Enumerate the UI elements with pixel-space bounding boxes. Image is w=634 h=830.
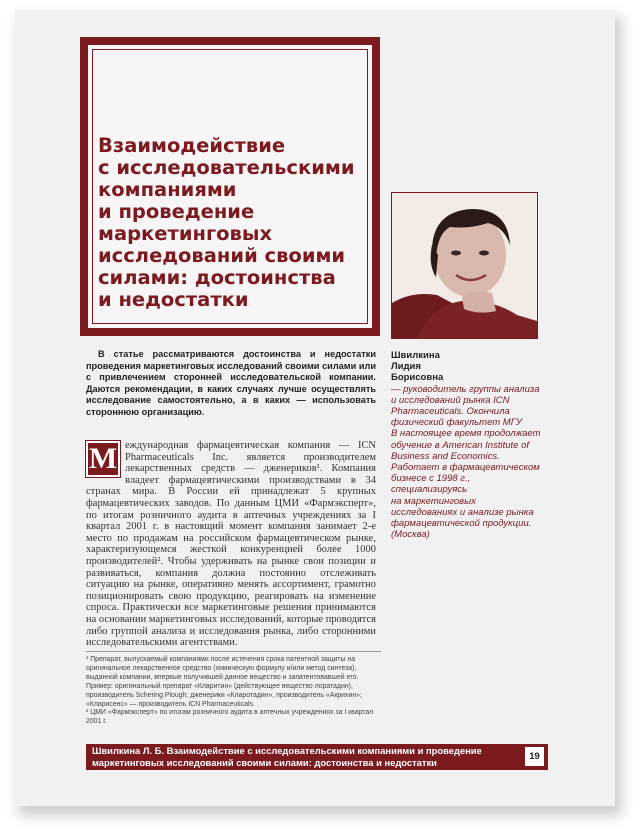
- author-bio: — руководитель группы анализа и исследований рынка ICN Pharmaceuticals. Окончила физический факультет МГУ В настоящее время продолжает обучение в American Institute of Business and Economics. Работает в фармацевтическом бизнесе с 1998 г., специализируясь на маркетинговых исследованиях и анализе рынка фармацевтической продукции. (Москва): [391, 383, 541, 541]
- article-body-text: еждународная фармацевтическая компания — ICN Pharmaceuticals Inc. является производителем лекарственных средств — дженериков¹. Компания владеет фармацевтическими производствами в 34 странах мира. В России ей принадлежат 5 крупных фармацевтических заводов. По данным ЦМИ «Фармэксперт», по итогам розничного аудита в аптечных учреждениях за I квартал 2001 г. в настоящий момент компания занимает 2-е место по продажам на российском фармацевтическом рынке, характеризующемся жесткой конкуренцией более 1000 производителей². Чтобы удерживать на рынке свои позиции и развиваться, компания должна постоянно отслеживать ситуацию на рынке, оперативно менять ассортимент, грамотно позиционировать свою продукцию, реагировать на изменение спроса. Практически все маркетинговые решения принимаются на основании маркетинговых исследований, которые проводятся либо группой анализа и исследования рынка, либо сторонними исследовательскими агентствами.: [86, 440, 377, 649]
- article-title: Взаимодействие с исследовательскими компаниями и проведение маркетинговых исследований своими силами: достоинства и недостатки: [98, 134, 355, 311]
- article-abstract: В статье рассматриваются достоинства и недостатки проведения маркетинговых исследований своими силами или с привлечением сторонней исследовательской компании. Даются рекомендации, в каких случаях лучше осуществлять исследование самостоятельно, а в каких — использовать стороннюю организацию.: [86, 349, 376, 417]
- footnote-divider: [86, 651, 381, 652]
- author-name: Швилкина Лидия Борисовна: [391, 350, 444, 384]
- author-photo: [391, 192, 538, 339]
- footer-citation-line-2: маркетинговых исследований своими силами: достоинства и недостатки: [92, 757, 437, 768]
- article-body: [86, 440, 376, 649]
- footer-citation-line-1: Швилкина Л. Б. Взаимодействие с исследовательскими компаниями и проведение: [92, 745, 482, 756]
- page-footer: [86, 744, 548, 770]
- drop-cap: М: [86, 441, 120, 477]
- author-info: [391, 350, 541, 540]
- footnotes: ¹ Препарат, выпускаемый компаниями после истечения срока патентной защиты на оригинальное лекарственное средство (химическую формулу и/или метод синтеза), выданной компании, впервые получившей данное вещество и запатентовавшей его. Пример: оригинальный препарат «Кларитин» (действующее вещество лоратадин), производитель Schering Plough; дженерики «Кларотадин», производитель «Акрихин»; «Кларисенс» — производитель ICN Pharmaceuticals. ² ЦМИ «Фармэксперт» по итогам розничного аудита в аптечных учреждениях за I квартал 2001 г.: [86, 656, 374, 726]
- author-portrait-image: [392, 193, 537, 338]
- footer-citation: [92, 745, 512, 769]
- title-frame: [80, 37, 380, 336]
- page-number: 19: [525, 747, 544, 766]
